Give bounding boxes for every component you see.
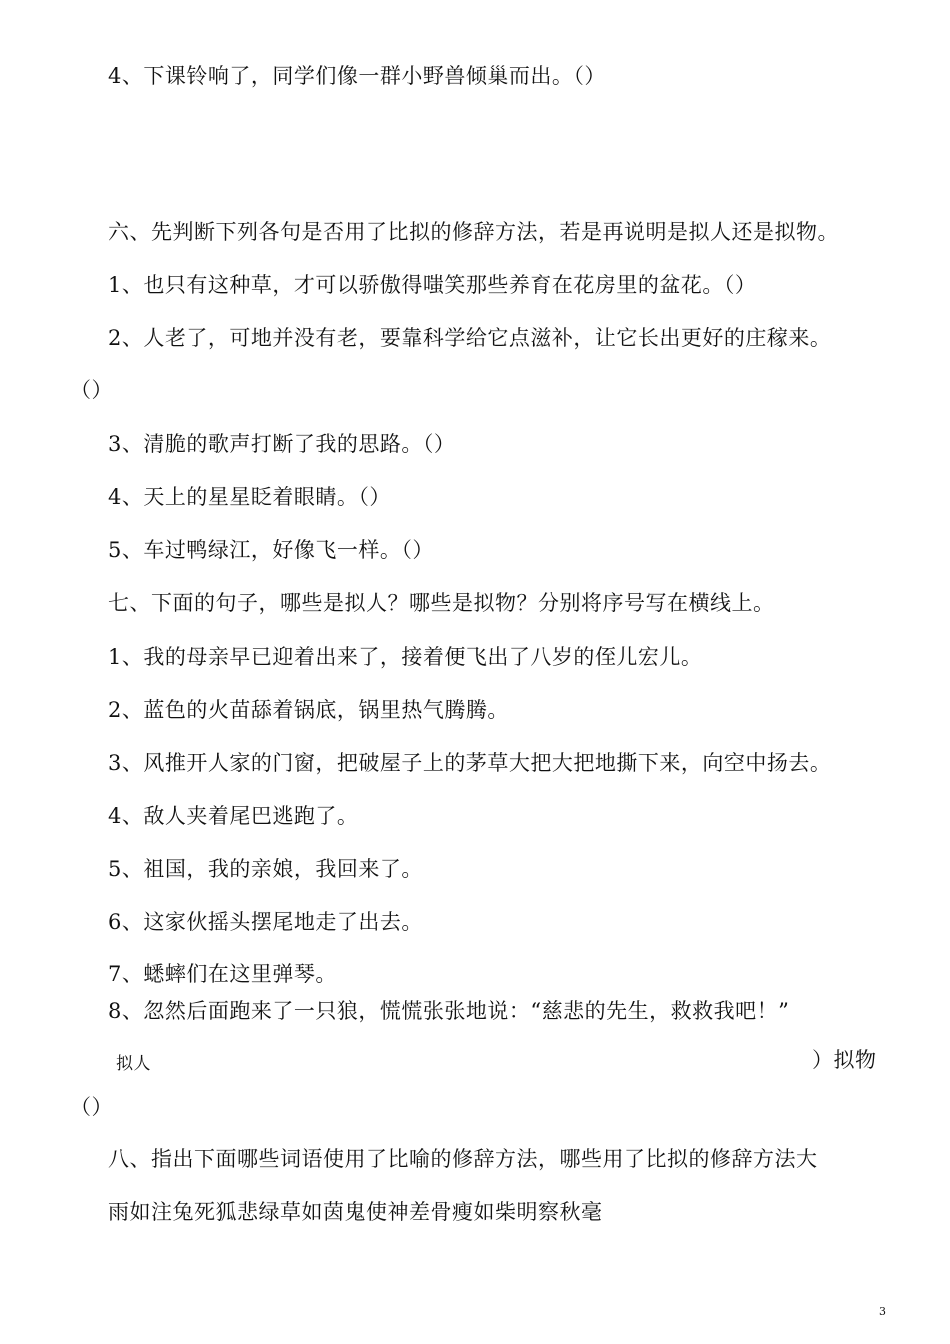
sec7-item: 3、风推开人家的门窗，把破屋子上的茅草大把大把地撕下来，向空中扬去。 (108, 751, 832, 775)
sec6-question-2: 2、人老了，可地并没有老，要靠科学给它点滋补，让它长出更好的庄稼来。 (108, 326, 832, 350)
sec7-item: 2、蓝色的火苗舔着锅底，锅里热气腾腾。 (108, 698, 509, 722)
answer-blank: （） (70, 1095, 113, 1119)
page-number: 3 (879, 1305, 886, 1318)
sec6-heading: 六、先判断下列各句是否用了比拟的修辞方法，若是再说明是拟人还是拟物。 (108, 220, 839, 244)
sec6-question-2-blank: （） (70, 378, 113, 402)
sec6-question-1: 1、也只有这种草，才可以骄傲得嗤笑那些养育在花房里的盆花。（） (108, 273, 757, 297)
sec6-question-3: 3、清脆的歌声打断了我的思路。（） (108, 432, 456, 456)
sec7-item: 1、我的母亲早已迎着出来了，接着便飞出了八岁的侄儿宏儿。 (108, 645, 703, 669)
sec7-item: 7、蟋蟀们在这里弹琴。 (108, 962, 337, 986)
personify-label: 拟人 (116, 1054, 151, 1074)
sec6-question-4: 4、天上的星星眨着眼睛。（） (108, 485, 391, 509)
sec7-item: 5、祖国，我的亲娘，我回来了。 (108, 857, 423, 881)
sec7-item: 4、敌人夹着尾巴逃跑了。 (108, 804, 359, 828)
objectify-label: ）拟物 (812, 1048, 877, 1072)
sec5-question-4: 4、下课铃响了，同学们像一群小野兽倾巢而出。（） (108, 64, 606, 88)
sec6-question-5: 5、车过鸭绿江，好像飞一样。（） (108, 538, 434, 562)
sec8-heading: 八、指出下面哪些词语使用了比喻的修辞方法，哪些用了比拟的修辞方法大 (108, 1147, 818, 1171)
sec8-words: 雨如注兔死狐悲绿草如茵鬼使神差骨瘦如柴明察秋毫 (108, 1200, 603, 1224)
sec7-item: 6、这家伙摇头摆尾地走了出去。 (108, 910, 423, 934)
sec7-item: 8、忽然后面跑来了一只狼，慌慌张张地说：“慈悲的先生，救救我吧！” (108, 999, 790, 1023)
sec7-heading: 七、下面的句子，哪些是拟人？哪些是拟物？分别将序号写在横线上。 (108, 591, 775, 615)
